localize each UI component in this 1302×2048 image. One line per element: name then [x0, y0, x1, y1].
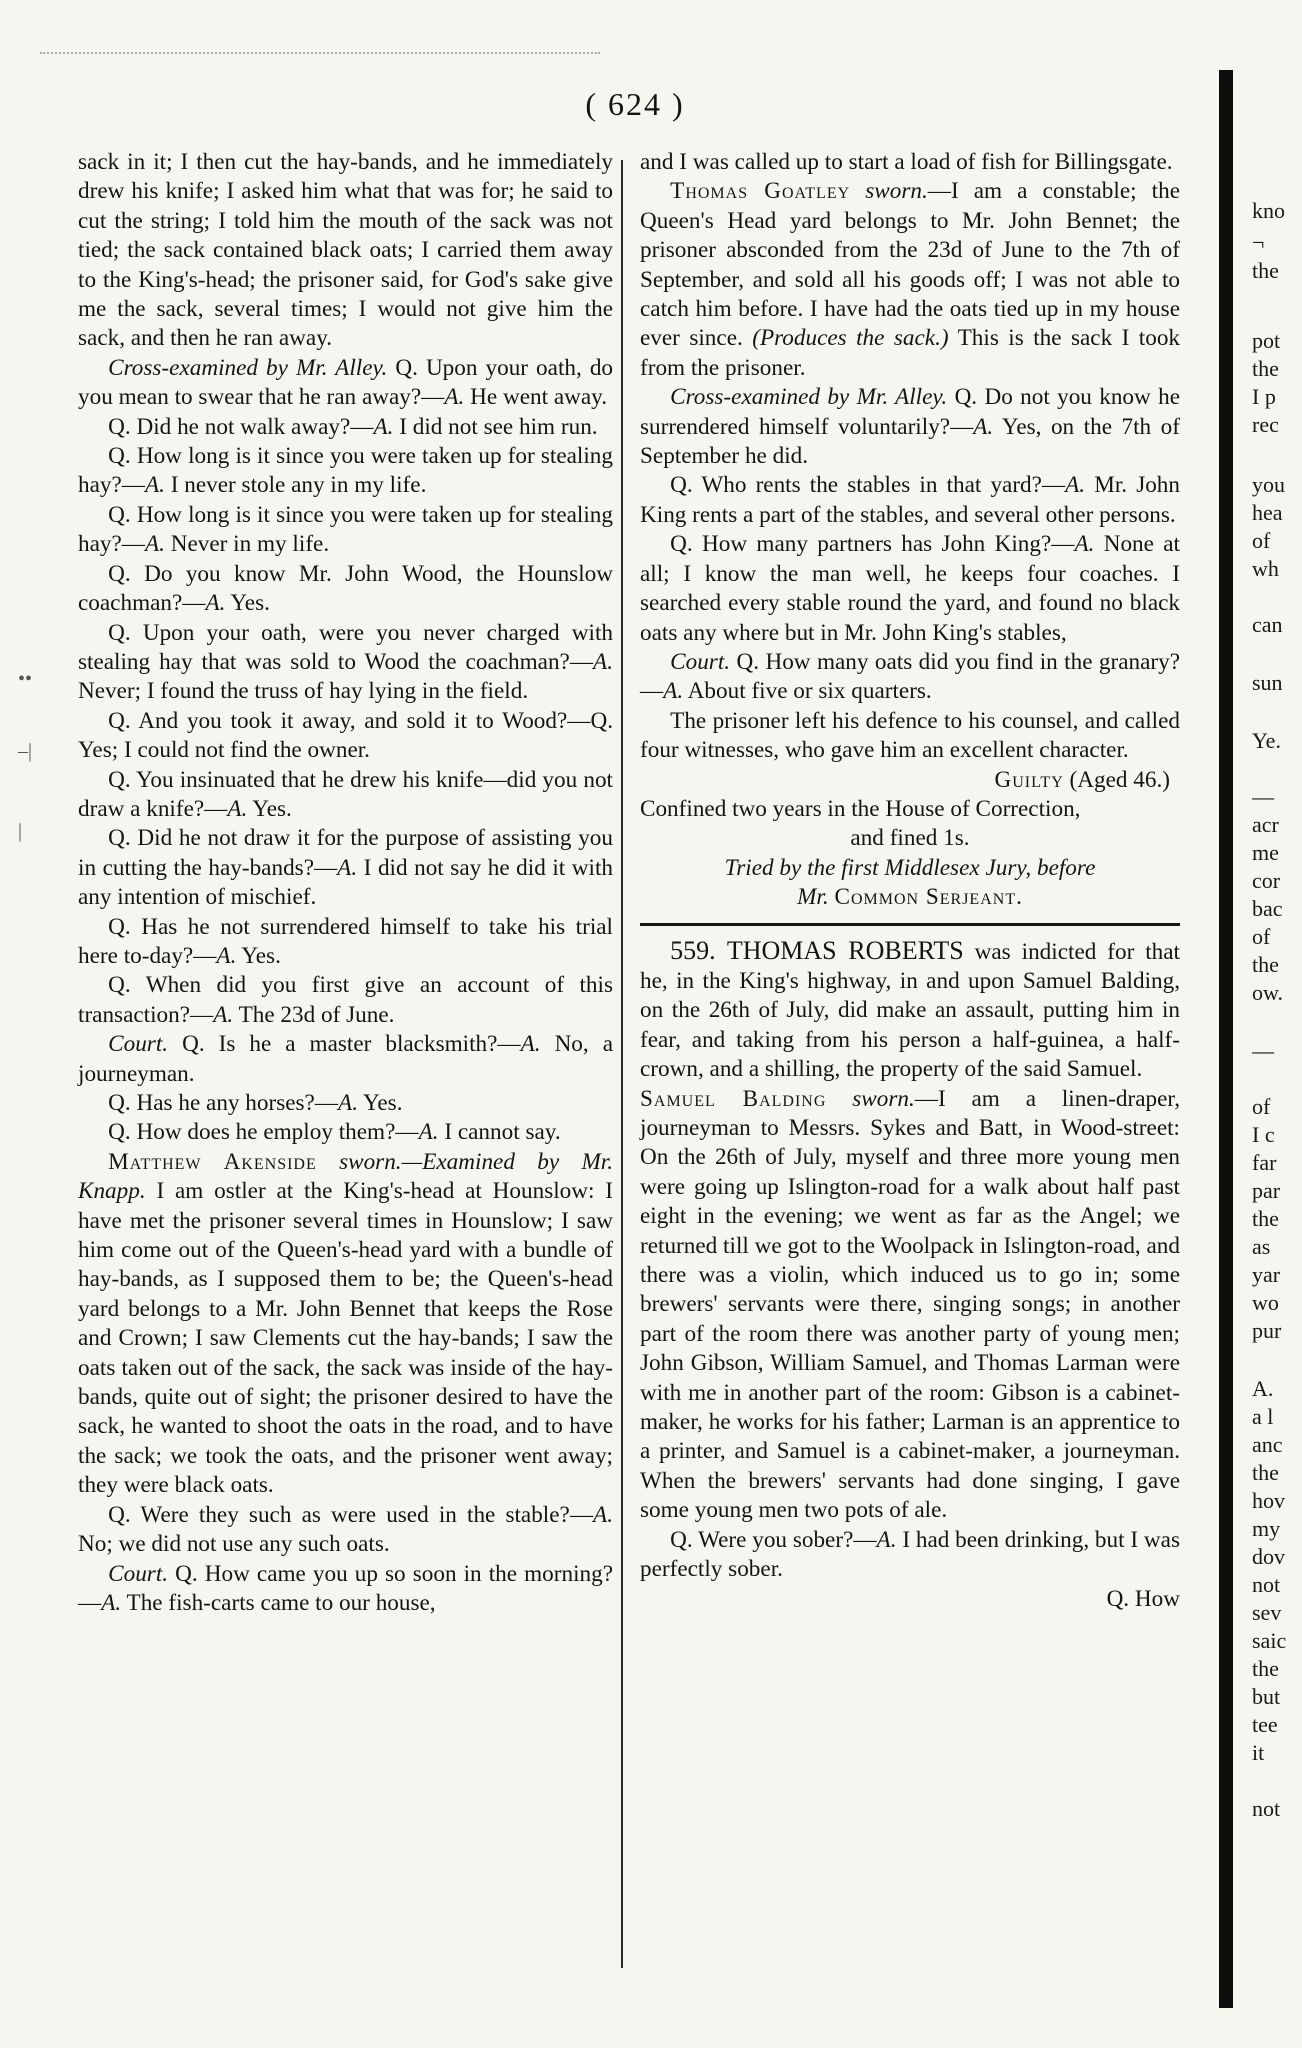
bleed-fragment: the: [1252, 1460, 1279, 1485]
bleed-fragment: a l: [1252, 1404, 1274, 1429]
left-paragraph: Q. How does he employ them?—A. I cannot say.: [108, 1119, 561, 1146]
right-paragraph: and I was called up to start a load of fish for Billingsgate.: [640, 149, 1173, 175]
bleed-fragment: can: [1252, 612, 1283, 637]
left-paragraph: Q. How long is it since you were taken up for stealing hay?—A. I never stole any in my life.: [78, 443, 613, 499]
left-paragraph: Q. Do you know Mr. John Wood, the Hounslow coachman?—A. Yes.: [78, 560, 613, 617]
bleed-fragment: the: [1252, 1656, 1279, 1681]
bleed-fragment: but: [1252, 1684, 1281, 1709]
left-paragraph: Q. Did he not draw it for the purpose of assisting you in cutting the hay-bands?—A. I did not say he did it with any intention of mischief.: [78, 825, 613, 911]
bleed-fragment: A.: [1252, 1376, 1274, 1401]
bleed-fragment: the: [1252, 952, 1279, 977]
left-paragraph: Court. Q. How came you up so soon in the morning?—A. The fish-carts came to our house,: [78, 1560, 613, 1616]
bleed-fragment: yar: [1252, 1262, 1281, 1287]
bleed-fragment: not: [1252, 1796, 1281, 1821]
bleed-fragment: sev: [1252, 1600, 1282, 1625]
right-paragraph: Q. How many partners has John King?—A. None at all; I know the man well, he keeps four coaches. I searched every stable round the yard, and found no black oats any where but in Mr. John King's stables,: [640, 531, 1180, 646]
section-rule: [640, 923, 1180, 926]
bleed-fragment: ow.: [1252, 980, 1283, 1005]
bleed-fragment: acr: [1252, 812, 1279, 837]
bleed-fragment: the: [1252, 258, 1279, 283]
bleed-fragment: wo: [1252, 1290, 1279, 1315]
bleed-fragment: ¬: [1252, 230, 1265, 255]
bleed-fragment: —: [1252, 1038, 1274, 1063]
left-paragraph: Q. Were they such as were used in the stable?—A. No; we did not use any such oats.: [78, 1501, 613, 1558]
left-paragraph: Q. How long is it since you were taken up for stealing hay?—A. Never in my life.: [78, 501, 613, 558]
bleed-fragment: Ye.: [1252, 728, 1281, 753]
bleed-fragment: the: [1252, 1206, 1279, 1231]
bleed-fragment: of: [1252, 1094, 1271, 1119]
left-paragraph: Q. Has he not surrendered himself to take his trial here to-day?—A. Yes.: [78, 913, 613, 969]
right-paragraph: Q. Were you sober?—A. I had been drinking, but I was perfectly sober.: [640, 1526, 1180, 1583]
scan-artifact-top: [40, 52, 600, 58]
bleed-fragment: hea: [1252, 500, 1283, 525]
left-paragraph: Q. Has he any horses?—A. Yes.: [108, 1090, 403, 1116]
right-paragraph: 559. THOMAS ROBERTS was indicted for that he, in the King's highway, in and upon Samuel Balding, on the 26th of July, did make an assault, putting him in fear, and taking from his person a half-guinea, a half-crown, and a shilling, the property of the said Samuel.: [640, 935, 1180, 1083]
bleed-fragment: —: [1252, 784, 1274, 809]
right-paragraph: Q. Who rents the stables in that yard?—A. Mr. John King rents a part of the stables, and several other persons.: [640, 472, 1180, 528]
left-column: [78, 148, 613, 1618]
right-paragraph: Confined two years in the House of Correction,: [640, 795, 1081, 822]
right-paragraph: The prisoner left his defence to his counsel, and called four witnesses, who gave him an excellent character.: [640, 707, 1180, 764]
left-paragraph: Matthew Akenside sworn.—Examined by Mr. Knapp. I am ostler at the King's-head at Hounslow: I have met the prisoner several times in Hounslow; I saw him come out of the Queen's-head yard with a bundle of hay-bands, as I supposed them to be; the Queen's-head yard belongs to a Mr. John Bennet that keeps the Rose and Crown; I saw Clements cut the hay-bands; I saw the oats taken out of the sack, the sack was inside of the hay-bands, quite out of sight; the prisoner desired to have the sack, he wanted to shoot the oats in the road, and to have the sack; we took the oats, and the prisoner went away; they were black oats.: [78, 1148, 614, 1499]
bleed-fragment: the: [1252, 356, 1279, 381]
bleed-fragment: par: [1252, 1178, 1281, 1203]
bleed-fragment: kno: [1252, 198, 1285, 223]
right-paragraph: Thomas Goatley sworn.—I am a constable; the Queen's Head yard belongs to Mr. John Bennet; the prisoner absconded from the 23d of June to the 7th of September, and sold all his goods off; I was not able to catch him before. I have had the oats tied up in my house ever since. (Produces the sack.) This is the sack I took from the prisoner.: [640, 178, 1181, 381]
bleed-fragment: you: [1252, 472, 1285, 497]
bleed-fragment: anc: [1252, 1432, 1283, 1457]
margin-mark: |: [18, 820, 23, 842]
right-paragraph: Mr. Common Serjeant.: [797, 884, 1023, 911]
bleed-fragment: wh: [1252, 556, 1279, 581]
right-paragraph: Court. Q. How many oats did you find in the granary?—A. About five or six quarters.: [640, 648, 1180, 705]
bleed-fragment: pur: [1252, 1318, 1282, 1343]
left-paragraph: Court. Q. Is he a master blacksmith?—A. No, a journeyman.: [78, 1031, 613, 1087]
bleed-fragment: of: [1252, 924, 1271, 949]
bleed-fragment: of: [1252, 528, 1271, 553]
margin-mark: –|: [18, 740, 33, 762]
left-paragraph: Q. You insinuated that he drew his knife—did you not draw a knife?—A. Yes.: [78, 766, 613, 822]
bleed-fragment: bac: [1252, 896, 1283, 921]
left-paragraph: Q. Upon your oath, were you never charged with stealing hay that was sold to Wood the coachman?—A. Never; I found the truss of hay lying in the field.: [78, 619, 613, 705]
bleed-fragment: I c: [1252, 1122, 1275, 1147]
bleed-fragment: me: [1252, 840, 1279, 865]
left-paragraph: Q. When did you first give an account of this transaction?—A. The 23d of June.: [78, 972, 613, 1028]
bleed-fragment: not: [1252, 1572, 1281, 1597]
bleed-fragment: saic: [1252, 1628, 1287, 1653]
left-paragraph: Q. And you took it away, and sold it to Wood?—Q. Yes; I could not find the owner.: [78, 707, 613, 764]
bleed-fragment: hov: [1252, 1488, 1285, 1513]
right-column: [640, 148, 1180, 1614]
right-paragraph: and fined 1s.: [850, 825, 970, 852]
verdict-line: Guilty (Aged 46.): [994, 766, 1170, 793]
left-paragraph: Cross-examined by Mr. Alley. Q. Upon your oath, do you mean to swear that he ran away?—A. He went away.: [78, 354, 614, 411]
bleed-fragment: cor: [1252, 868, 1281, 893]
left-paragraph: Q. Did he not walk away?—A. I did not see him run.: [108, 413, 598, 440]
margin-mark: ••: [18, 668, 33, 690]
right-paragraph: Samuel Balding sworn.—I am a linen-draper, journeyman to Messrs. Sykes and Batt, in Wood-street: On the 26th of July, myself and three more young men were going up Islington-road for a walk about half past eight in the evening; we went as far as the Angel; we returned till we got to the Woolpack in Islington-road, and there was a violin, which induced us to go in; some brewers' servants were there, singing songs; in another part of the room there was another party of young men; John Gibson, William Samuel, and Thomas Larman were with me in another part of the room: Gibson is a cabinet-maker, he works for his father; Larman is an apprentice to a printer, and Samuel is a cabinet-maker, a journeyman. When the brewers' servants had done singing, I gave some young men two pots of ale.: [640, 1085, 1180, 1524]
right-paragraph: Q. How: [1106, 1585, 1180, 1612]
left-paragraph: sack in it; I then cut the hay-bands, and he immediately drew his knife; I asked him what that was for; he said to cut the string; I told him the mouth of the sack was not tied; the sack contained black oats; I carried them away to the King's-head; the prisoner said, for God's sake give me the sack, several times; I would not give him the sack, and then he ran away.: [78, 149, 613, 352]
column-divider: [621, 160, 623, 1968]
bleed-fragment: far: [1252, 1150, 1277, 1175]
bleed-fragment: sun: [1252, 670, 1283, 695]
right-paragraph: Tried by the first Middlesex Jury, before: [724, 854, 1096, 881]
bleed-fragment: my: [1252, 1516, 1281, 1541]
bleed-fragment: pot: [1252, 328, 1281, 353]
right-paragraph: Cross-examined by Mr. Alley. Q. Do not you know he surrendered himself voluntarily?—A. Yes, on the 7th of September he did.: [640, 384, 1180, 470]
page-gutter-shadow: [1219, 70, 1233, 2008]
bleed-fragment: tee: [1252, 1712, 1278, 1737]
bleed-fragment: I p: [1252, 384, 1276, 409]
bleed-fragment: it: [1252, 1740, 1265, 1765]
bleed-fragment: rec: [1252, 412, 1279, 437]
bleed-fragment: dov: [1252, 1544, 1285, 1569]
bleed-fragment: as: [1252, 1234, 1271, 1259]
page-number: ( 624 ): [585, 86, 685, 122]
